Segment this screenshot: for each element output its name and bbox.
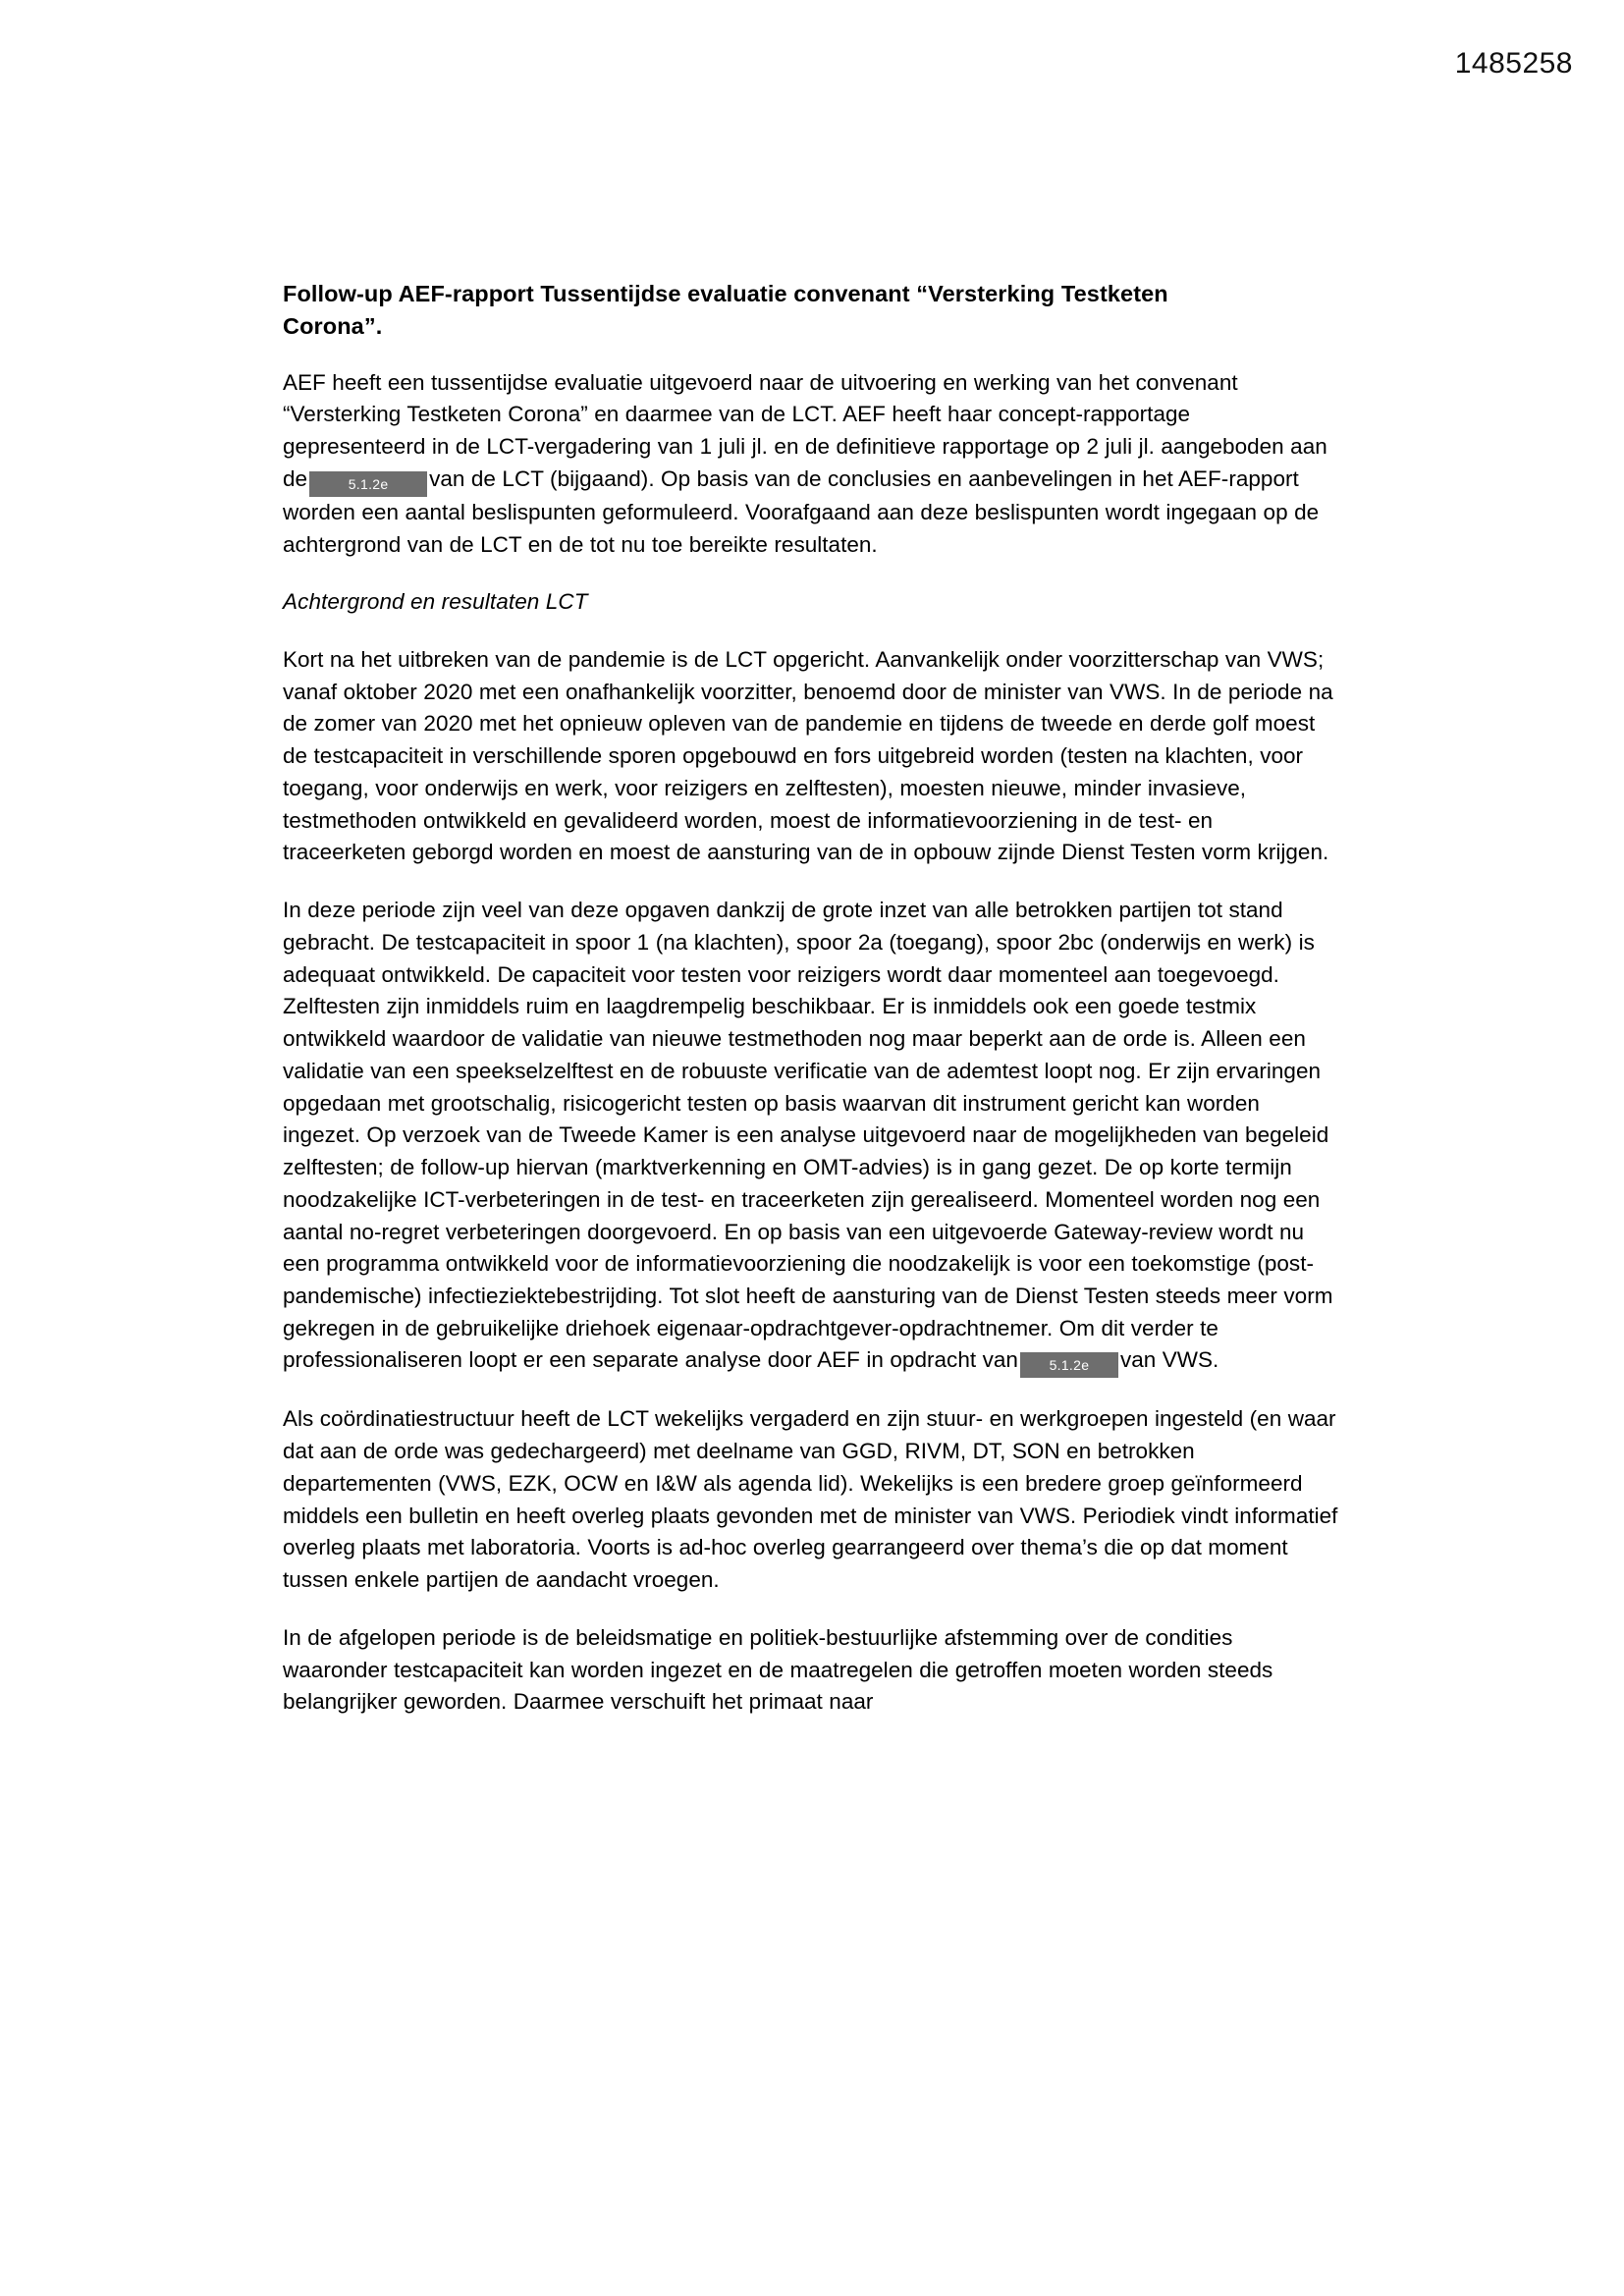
results-text-after-redaction: van VWS. [1119, 1347, 1219, 1373]
redaction-badge-2: 5.1.2e [1020, 1352, 1118, 1378]
paragraph-policy-alignment: In de afgelopen periode is de beleidsmatige en politiek-bestuurlijke afstemming over de condities waaronder testcapaciteit kan worden ingezet en de maatregelen die getroffen moeten worden steeds belangrijker geworden. Daarmee verschuift het primaat naar [283, 1624, 1273, 1715]
paragraph-background: Kort na het uitbreken van de pandemie is de LCT opgericht. Aanvankelijk onder voorzitterschap van VWS; vanaf oktober 2020 met een onafhankelijk voorzitter, benoemd door de minister van VWS. In de periode na de zomer van 2020 met het opnieuw opleven van de pandemie en tijdens de tweede en derde golf moest de testcapaciteit in verschillende sporen opgebouwd en fors uitgebreid worden (testen na klachten, voor toegang, voor onderwijs en werk, voor reizigers en zelftesten), moesten nieuwe, minder invasieve, testmethoden ontwikkeld en gevalideerd worden, moest de informatievoorziening in de test- en traceerketen geborgd worden en moest de aansturing van de in opbouw zijnde Dienst Testen vorm krijgen. [283, 647, 1333, 865]
paragraph-coordination-structure: Als coördinatiestructuur heeft de LCT wekelijks vergaderd en zijn stuur- en werkgroepen ingesteld (en waar dat aan de orde was gedechargeerd) met deelname van GGD, RIVM, DT, SON en betrokken departementen (VWS, EZK, OCW en I&W als agenda lid). Wekelijks is een bredere groep geïnformeerd middels een bulletin en heeft overleg plaats gevonden met de minister van VWS. Periodiek vindt informatief overleg plaats met laboratoria. Voorts is ad-hoc overleg gearrangeerd over thema’s die op dat moment tussen enkele partijen de aandacht vroegen. [283, 1406, 1338, 1593]
section-heading-background-results: Achtergrond en resultaten LCT [283, 589, 588, 615]
page-title: Follow-up AEF-rapport Tussentijdse evaluatie convenant “Versterking Testketen Corona”. [283, 281, 1168, 340]
paragraph-intro [283, 367, 1338, 562]
document-body [283, 278, 1338, 1719]
results-text-before-redaction: In deze periode zijn veel van deze opgaven dankzij de grote inzet van alle betrokken partijen tot stand gebracht. De testcapaciteit in spoor 1 (na klachten), spoor 2a (toegang), spoor 2bc (onderwijs en werk) is adequaat ontwikkeld. De capaciteit voor testen voor reizigers wordt daar momenteel aan toegevoegd. Zelftesten zijn inmiddels ruim en laagdrempelig beschikbaar. Er is inmiddels ook een goede testmix ontwikkeld waardoor de validatie van nieuwe testmethoden nog maar beperkt aan de orde is. Alleen een validatie van een speekselzelftest en de robuuste verificatie van de ademtest loopt nog. Er zijn ervaringen opgedaan met grootschalig, risicogericht testen op basis waarvan dit instrument gericht kan worden ingezet. Op verzoek van de Tweede Kamer is een analyse uitgevoerd naar de mogelijkheden van begeleid zelftesten; de follow-up hiervan (marktverkenning en OMT-advies) is in gang gezet. De op korte termijn noodzakelijke ICT-verbeteringen in de test- en traceerketen zijn gerealiseerd. Momenteel worden nog een aantal no-regret verbeteringen doorgevoerd. En op basis van een uitgevoerde Gateway-review wordt nu een programma ontwikkeld voor de informatievoorziening die noodzakelijk is voor een toekomstige (post-pandemische) infectieziektebestrijding. Tot slot heeft de aansturing van de Dienst Testen steeds meer vorm gekregen in de gebruikelijke driehoek eigenaar-opdrachtgever-opdrachtnemer. Om dit verder te professionaliseren loopt er een separate analyse door AEF in opdracht van [283, 898, 1333, 1373]
intro-text-after-redaction: van de LCT (bijgaand). Op basis van de conclusies en aanbevelingen in het AEF-rapport worden een aantal beslispunten geformuleerd. Voorafgaand aan deze beslispunten wordt ingegaan op de achtergrond van de LCT en de tot nu toe bereikte resultaten. [283, 465, 1320, 557]
redaction-badge-1: 5.1.2e [309, 471, 427, 497]
intro-text-before-redaction: AEF heeft een tussentijdse evaluatie uitgevoerd naar de uitvoering en werking van het convenant “Versterking Testketen Corona” en daarmee van de LCT. AEF heeft haar concept-rapportage gepresenteerd in de LCT-vergadering van 1 juli jl. en de definitieve rapportage op 2 juli jl. aangeboden aan de [283, 369, 1327, 491]
paragraph-results [283, 895, 1338, 1378]
document-number: 1485258 [1454, 47, 1573, 80]
